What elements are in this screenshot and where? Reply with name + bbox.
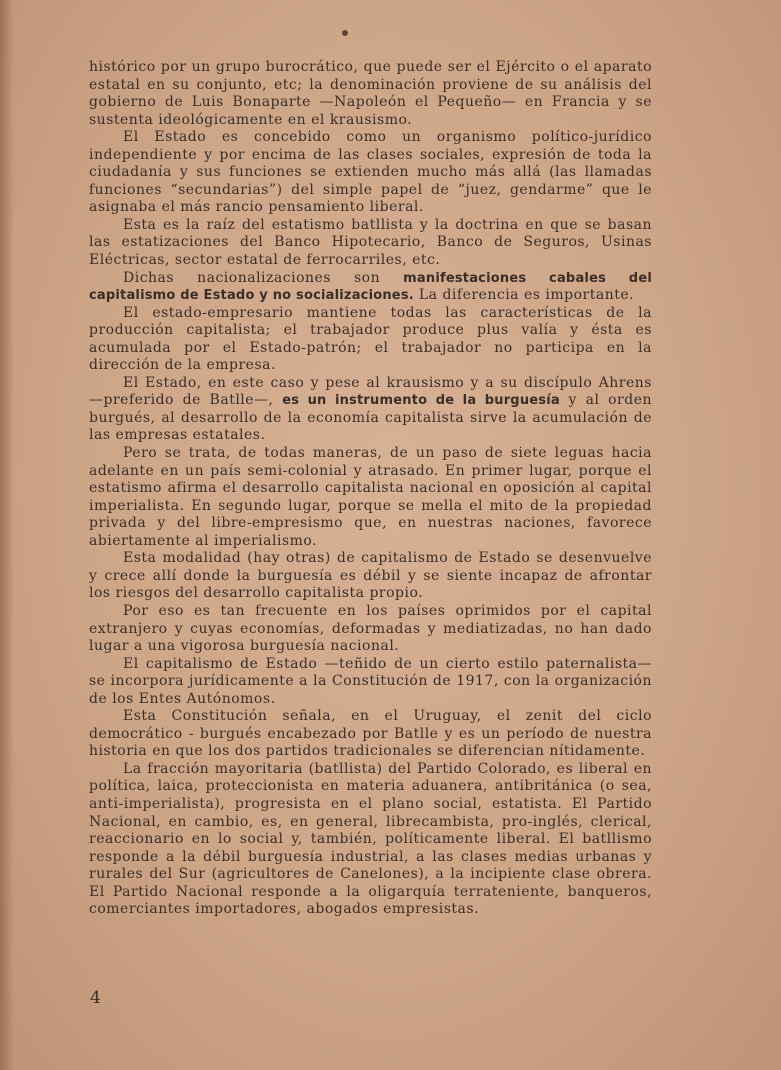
- text-run: La diferencia es importante.: [413, 287, 635, 304]
- paragraph: [89, 270, 652, 305]
- paragraph: [89, 59, 652, 129]
- text-run: La fracción mayoritaria (batllista) del Partido Colorado, es liberal en política, laica, proteccionista en materia aduanera, antibritánica (o sea, anti-imperialista), progresista en el plano social, estatista. El Partido Nacional, en cambio, es, en general, librecambista, pro-inglés, clerical, reaccionario en lo social y, también, políticamente liberal. El batllismo responde a la débil burguesía industrial, a las clases medias urbanas y rurales del Sur (agricultores de Canelones), a la incipiente clase obrera. El Partido Nacional responde a la oligarquía terrateniente, banqueros, comerciantes importadores, abogados empresistas.: [89, 760, 652, 918]
- paragraph: [89, 375, 652, 445]
- text-run: El estado-empresario mantiene todas las características de la producción capitalista; el trabajador produce plus valía y ésta es acumulada por el Estado-patrón; el trabajador no participa en la dirección de la empresa.: [89, 304, 652, 374]
- page-number: 4: [90, 988, 101, 1008]
- paragraph: [89, 603, 652, 656]
- bold-text: manifestaciones cabales del capitalismo de Estado y no socializaciones.: [89, 270, 652, 304]
- paragraph: [89, 129, 652, 217]
- paper-mark: [342, 30, 348, 36]
- text-run: Por eso es tan frecuente en los países oprimidos por el capital extranjero y cuyas economías, deformadas y mediatizadas, no han dado lugar a una vigorosa burguesía nacional.: [89, 602, 652, 655]
- text-run: Esta es la raíz del estatismo batllista y la doctrina en que se basan las estatizaciones del Banco Hipotecario, Banco de Seguros, Usinas Eléctricas, sector estatal de ferrocarriles, etc.: [89, 216, 652, 269]
- body-text: [89, 59, 652, 919]
- paragraph: [89, 708, 652, 761]
- paragraph: [89, 305, 652, 375]
- text-run: Pero se trata, de todas maneras, de un paso de siete leguas hacia adelante en un país semi-colonial y atrasado. En primer lugar, porque el estatismo afirma el desarrollo capitalista nacional en oposición al capital imperialista. En segundo lugar, porque se mella el mito de la propiedad privada y del libre-empresismo que, en nuestras naciones, favorece abiertamente al imperialismo.: [89, 445, 652, 549]
- paragraph: [89, 761, 652, 919]
- text-run: Dichas nacionalizaciones son: [123, 269, 404, 286]
- paragraph: [89, 550, 652, 603]
- paragraph: [89, 217, 652, 270]
- text-run: Esta Constitución señala, en el Uruguay, el zenit del ciclo democrático - burgués encabezado por Batlle y es un período de nuestra historia en que los dos partidos tradicionales se diferencian nítidamente.: [89, 708, 652, 760]
- paragraph: [89, 656, 652, 709]
- text-run: y al orden burgués, al desarrollo de la economía capitalista sirve la acumulación de las empresas estatales.: [89, 392, 652, 444]
- text-run: El Estado es concebido como un organismo político-jurídico independiente y por encima de las clases sociales, expresión de toda la ciudadanía y sus funciones se extienden mucho más allá (las llamadas funciones “secundarias”) del simple papel de “juez, gendarme” que le asignaba el más rancio pensamiento liberal.: [89, 129, 652, 216]
- text-run: El Estado, en este caso y pese al krausismo y a su discípulo Ahrens —preferido de Batlle—,: [89, 374, 652, 409]
- text-run: histórico por un grupo burocrático, que puede ser el Ejército o el aparato estatal en su conjunto, etc; la denominación proviene de su análisis del gobierno de Luis Bonaparte —Napoleón el Pequeño— en Francia y se sustenta ideológicamente en el krausismo.: [89, 59, 652, 128]
- bold-text: es un instrumento de la burguesía: [282, 393, 560, 409]
- text-run: El capitalismo de Estado —teñido de un cierto estilo paternalista— se incorpora jurídicamente a la Constitución de 1917, con la organización de los Entes Autónomos.: [89, 655, 652, 707]
- paragraph: [89, 445, 652, 550]
- text-run: Esta modalidad (hay otras) de capitalismo de Estado se desenvuelve y crece allí donde la burguesía es débil y se siente incapaz de afrontar los riesgos del desarrollo capitalista propio.: [89, 550, 652, 602]
- page-edge-shadow: [0, 0, 14, 1070]
